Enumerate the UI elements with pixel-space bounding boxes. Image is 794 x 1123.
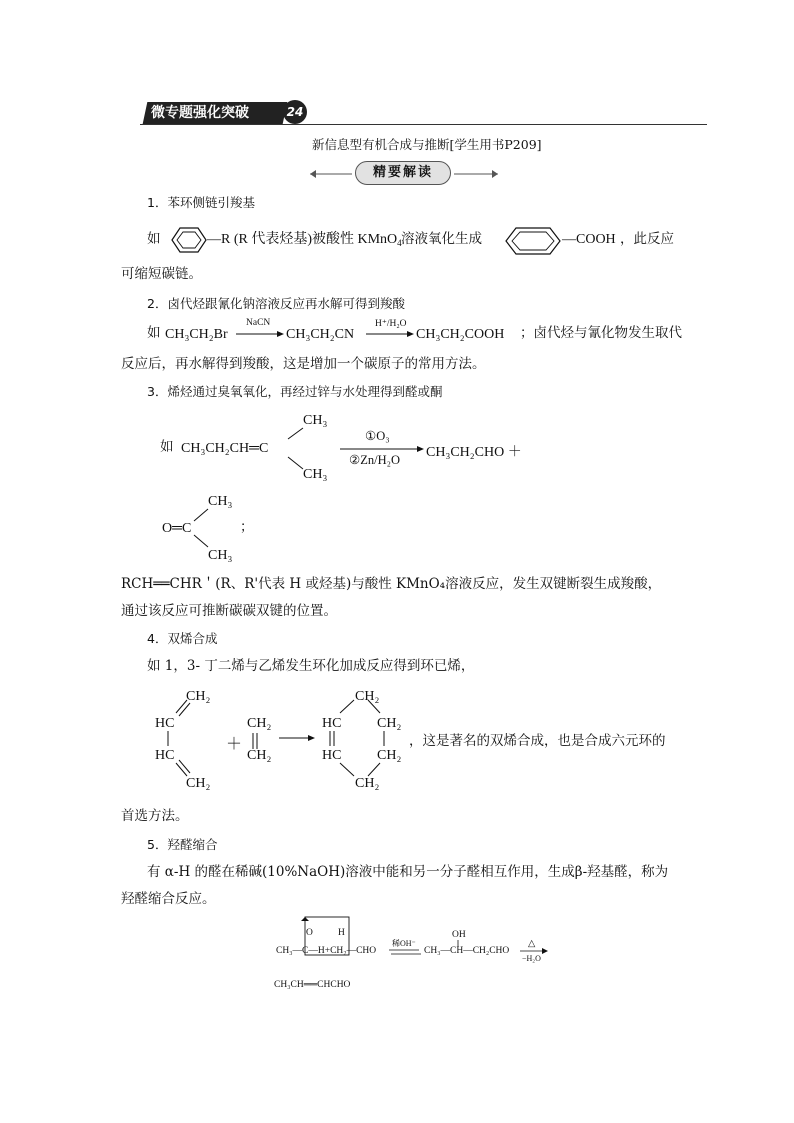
s4-ring-hc2: HC (322, 748, 342, 763)
s4-ring-hc1: HC (322, 716, 342, 731)
s3-note2: 通过该反应可推断碳碳双键的位置。 (121, 603, 337, 619)
s3-note1: RCH══CHR＇(R、R'代表 H 或烃基)与酸性 KMnO₄溶液反应，发生双键断裂生成羧酸， (121, 576, 662, 592)
s3-reactant: CH₃CH₂CH═C (181, 441, 269, 456)
equilibrium-arrow (389, 947, 423, 957)
s2-reagent1: NaCN (246, 318, 271, 328)
s4-ethylene-ch2-top: CH₂ (247, 716, 272, 731)
s4-plus: ＋ (226, 736, 243, 753)
s4-butadiene-hc1: HC (155, 716, 175, 731)
s2-eq-b: CH₃CH₂CN (286, 327, 355, 342)
s5-o-label: O (306, 928, 313, 938)
s4-butadiene-ch2-bottom: CH₂ (186, 776, 211, 791)
benzene-ring-icon (162, 225, 212, 255)
bond-lines (160, 693, 190, 785)
section-4-heading: 4．双烯合成 (147, 631, 218, 646)
s4-ring-ch2-bottom: CH₂ (355, 776, 380, 791)
s4-ring-ch2-right1: CH₂ (377, 716, 402, 731)
reaction-arrow (236, 329, 286, 339)
s3-cond2: ②Zn/H₂O (349, 453, 400, 467)
section-2-heading: 2．卤代烃跟氰化钠溶液反应再水解可得到羧酸 (147, 296, 405, 311)
banner-title: 微专题强化突破 (143, 102, 288, 124)
s1-suffix: ，此反应 (620, 231, 674, 247)
section-pill: 精要解读 (355, 161, 451, 185)
s3-ketone-ch3-top: CH₃ (208, 494, 233, 509)
s4-ring-ch2-right2: CH₂ (377, 748, 402, 763)
s5-line2: 羟醛缩合反应。 (121, 891, 216, 907)
reaction-arrow (366, 329, 416, 339)
header-rule (140, 124, 707, 125)
s4-butadiene-ch2-top: CH₂ (186, 689, 211, 704)
s2-eq-c: CH₃CH₂COOH (416, 327, 505, 342)
s2-line2: 反应后，再水解得到羧酸，这是增加一个碳原子的常用方法。 (121, 356, 486, 372)
s4-ring-ch2-top: CH₂ (355, 689, 380, 704)
s3-cond1: ①O₃ (365, 429, 390, 443)
s2-eq-a: CH₃CH₂Br (165, 327, 228, 342)
s4-ethylene-ch2-bottom: CH₂ (247, 748, 272, 763)
s2-suffix: ；卤代烃与氰化物发生取代 (520, 325, 682, 341)
s3-product1: CH₃CH₂CHO ＋ (426, 445, 522, 460)
section-1-heading: 1．苯环侧链引羧基 (147, 195, 255, 210)
s5-h-label: H (338, 928, 345, 938)
benzene-ring-icon (496, 225, 568, 257)
s4-line1: 如 1，3- 丁二烯与乙烯发生环化加成反应得到环已烯， (147, 658, 475, 674)
s3-ch3-bottom: CH₃ (303, 467, 328, 482)
bond-lines (285, 425, 315, 473)
s3-ch3-top: CH₃ (303, 413, 328, 428)
s1-cooh: —COOH (562, 232, 616, 247)
s5-eq-product: CH₃CH══CHCHO (274, 980, 351, 990)
s5-cond-heat: △ (528, 939, 536, 949)
s1-r-text: —R (R 代表烃基)被酸性 KMnO$_4$ (207, 232, 402, 248)
section-3-heading: 3．烯烃通过臭氧氧化，再经过锌与水处理得到醛或酮 (147, 384, 443, 399)
reaction-arrow (279, 733, 319, 743)
s3-semicolon: ； (240, 519, 254, 535)
section-5-heading: 5．羟醛缩合 (147, 837, 218, 852)
bond-lines (250, 730, 262, 752)
s5-eq-mid: CH₃—CH—CH₂CHO (424, 946, 510, 956)
s5-cond-base: 稀OH⁻ (392, 939, 416, 948)
s4-suffix: ，这是著名的双烯合成，也是合成六元环的 (409, 733, 666, 749)
s2-prefix: 如 (147, 325, 161, 341)
s5-cond-water: −H₂O (522, 954, 541, 963)
s5-oh-label: OH (452, 930, 466, 940)
s4-line3: 首选方法。 (121, 808, 189, 824)
s4-butadiene-hc2: HC (155, 748, 175, 763)
banner-number-badge: 24 (283, 100, 307, 124)
s5-eq-left: CH₃—C—H+CH₂—CHO (276, 946, 377, 956)
s1-prefix: 如 (147, 231, 161, 247)
s3-ketone-oc: O═C (162, 521, 192, 536)
page-subtitle: 新信息型有机合成与推断[学生用书P209] (312, 137, 542, 152)
s3-prefix: 如 (160, 439, 174, 455)
s1-line2: 可缩短碳链。 (121, 266, 202, 282)
s3-ketone-ch3-bottom: CH₃ (208, 548, 233, 563)
bond-lines (192, 505, 214, 551)
s5-line1: 有 α-H 的醛在稀碱(10%NaOH)溶液中能和另一分子醛相互作用，生成β-羟基醛，称为 (147, 864, 669, 880)
s1-mid: 溶液氧化生成 (401, 231, 482, 247)
s2-reagent2: H⁺/H₂O (375, 319, 407, 329)
bond-lines (322, 693, 392, 785)
